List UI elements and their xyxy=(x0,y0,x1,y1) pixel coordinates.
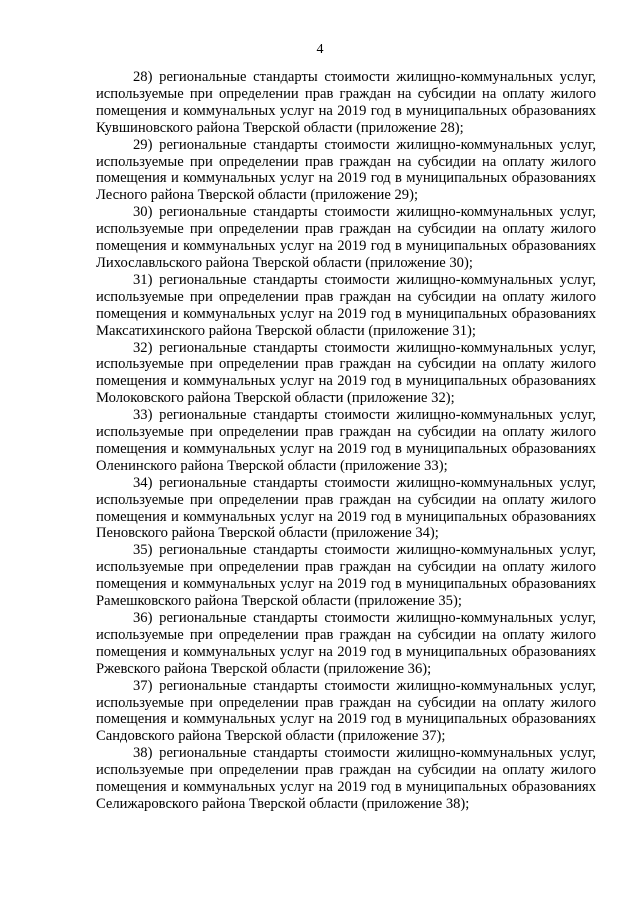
list-item-33: 33) региональные стандарты стоимости жилищно-коммунальных услуг, используемые при определении прав граждан на субсидии на оплату жилого помещения и коммунальных услуг на 2019 год в муниципальных образованиях Оленинского района Тверской области (приложение 33); xyxy=(96,407,596,474)
document-body xyxy=(96,69,596,813)
list-item-38: 38) региональные стандарты стоимости жилищно-коммунальных услуг, используемые при определении прав граждан на субсидии на оплату жилого помещения и коммунальных услуг на 2019 год в муниципальных образованиях Селижаровского района Тверской области (приложение 38); xyxy=(96,745,596,812)
list-item-30: 30) региональные стандарты стоимости жилищно-коммунальных услуг, используемые при определении прав граждан на субсидии на оплату жилого помещения и коммунальных услуг на 2019 год в муниципальных образованиях Лихославльского района Тверской области (приложение 30); xyxy=(96,204,596,271)
page-number: 4 xyxy=(316,42,324,57)
list-item-35: 35) региональные стандарты стоимости жилищно-коммунальных услуг, используемые при определении прав граждан на субсидии на оплату жилого помещения и коммунальных услуг на 2019 год в муниципальных образованиях Рамешковского района Тверской области (приложение 35); xyxy=(96,542,596,610)
list-item-37: 37) региональные стандарты стоимости жилищно-коммунальных услуг, используемые при определении прав граждан на субсидии на оплату жилого помещения и коммунальных услуг на 2019 год в муниципальных образованиях Сандовского района Тверской области (приложение 37); xyxy=(96,677,596,745)
list-item-28: 28) региональные стандарты стоимости жилищно-коммунальных услуг, используемые при определении прав граждан на субсидии на оплату жилого помещения и коммунальных услуг на 2019 год в муниципальных образованиях Кувшиновского района Тверской области (приложение 28); xyxy=(96,69,596,136)
list-item-31: 31) региональные стандарты стоимости жилищно-коммунальных услуг, используемые при определении прав граждан на субсидии на оплату жилого помещения и коммунальных услуг на 2019 год в муниципальных образованиях Максатихинского района Тверской области (приложение 31); xyxy=(96,271,596,339)
list-item-29: 29) региональные стандарты стоимости жилищно-коммунальных услуг, используемые при определении прав граждан на субсидии на оплату жилого помещения и коммунальных услуг на 2019 год в муниципальных образованиях Лесного района Тверской области (приложение 29); xyxy=(96,136,596,204)
list-item-36: 36) региональные стандарты стоимости жилищно-коммунальных услуг, используемые при определении прав граждан на субсидии на оплату жилого помещения и коммунальных услуг на 2019 год в муниципальных образованиях Ржевского района Тверской области (приложение 36); xyxy=(96,610,596,677)
list-item-32: 32) региональные стандарты стоимости жилищно-коммунальных услуг, используемые при определении прав граждан на субсидии на оплату жилого помещения и коммунальных услуг на 2019 год в муниципальных образованиях Молоковского района Тверской области (приложение 32); xyxy=(96,339,596,407)
list-item-34: 34) региональные стандарты стоимости жилищно-коммунальных услуг, используемые при определении прав граждан на субсидии на оплату жилого помещения и коммунальных услуг на 2019 год в муниципальных образованиях Пеновского района Тверской области (приложение 34); xyxy=(96,474,596,542)
